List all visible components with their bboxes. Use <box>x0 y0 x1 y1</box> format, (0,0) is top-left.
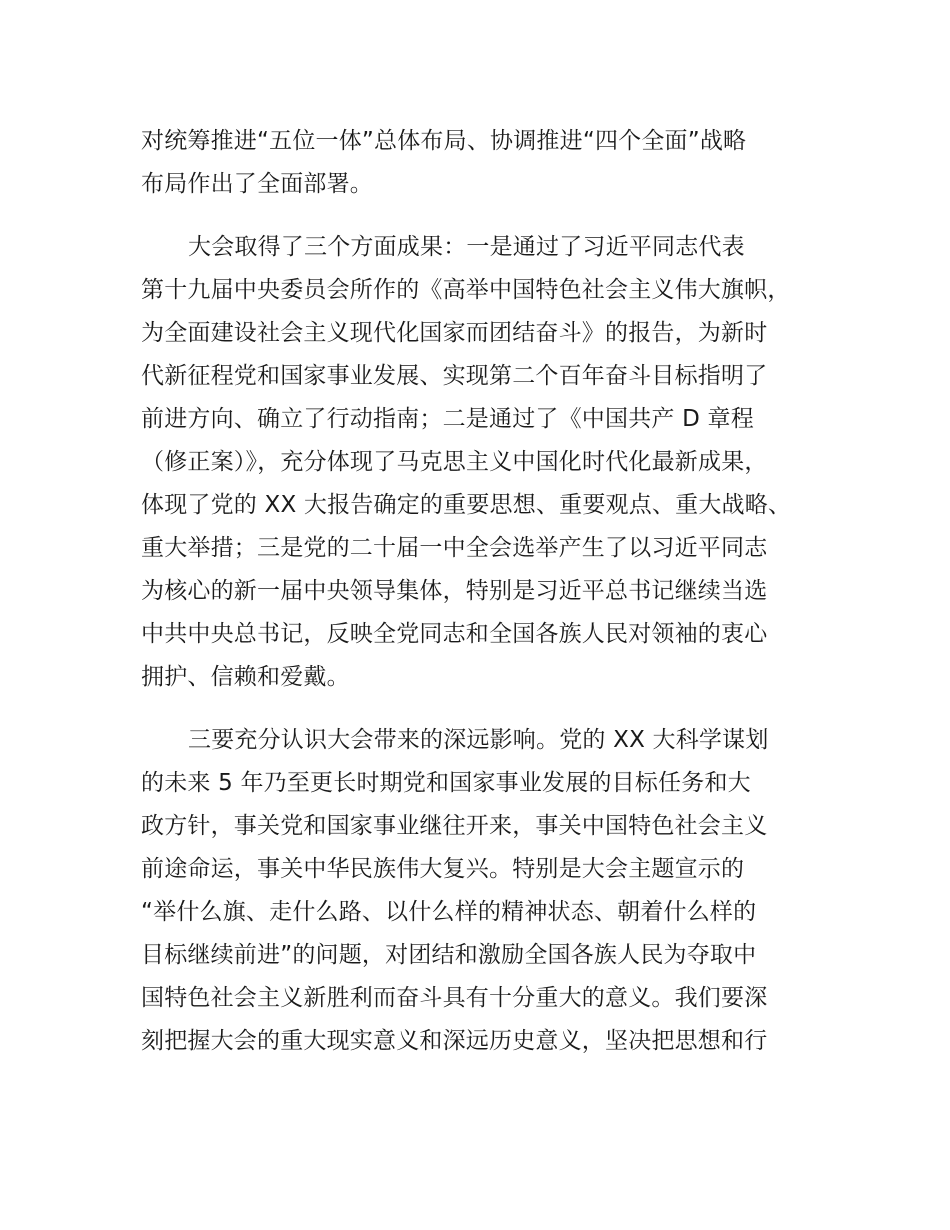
paragraph-1-line-2: 布局作出了全面部署。 <box>141 171 373 197</box>
paragraph-3-line-1: 三要充分认识大会带来的深远影响。党的 XX 大科学谋划 <box>188 727 769 753</box>
paragraph-2-line-11: 拥护、信赖和爱戴。 <box>141 664 350 690</box>
paragraph-3-line-2: 的未来 5 年乃至更长时期党和国家事业发展的目标任务和大 <box>141 770 751 796</box>
paragraph-2-line-7: 体现了党的 XX 大报告确定的重要思想、重要观点、重大战略、 <box>141 492 792 518</box>
paragraph-2-line-3: 为全面建设社会主义现代化国家而团结奋斗》的报告，为新时 <box>141 320 768 346</box>
paragraph-2-line-5: 前进方向、确立了行动指南；二是通过了《中国共产 D 章程 <box>141 406 754 432</box>
paragraph-3-line-8: 刻把握大会的重大现实意义和深远历史意义，坚决把思想和行 <box>141 1028 768 1054</box>
paragraph-3-line-7: 国特色社会主义新胜利而奋斗具有十分重大的意义。我们要深 <box>141 985 768 1011</box>
paragraph-2-line-1: 大会取得了三个方面成果：一是通过了习近平同志代表 <box>188 234 745 260</box>
paragraph-2-line-9: 为核心的新一届中央领导集体，特别是习近平总书记继续当选 <box>141 578 768 604</box>
paragraph-2-line-6: （修正案）》，充分体现了马克思主义中国化时代化最新成果， <box>141 449 768 475</box>
paragraph-1-line-1: 对统筹推进“五位一体”总体布局、协调推进“四个全面”战略 <box>141 128 747 154</box>
paragraph-3-line-3: 政方针，事关党和国家事业继往开来，事关中国特色社会主义 <box>141 813 768 839</box>
paragraph-2-line-2: 第十九届中央委员会所作的《高举中国特色社会主义伟大旗帜， <box>141 277 791 303</box>
paragraph-3-line-4: 前途命运，事关中华民族伟大复兴。特别是大会主题宣示的 <box>141 856 745 882</box>
paragraph-3-line-5: “举什么旗、走什么路、以什么样的精神状态、朝着什么样的 <box>141 899 757 925</box>
paragraph-2-line-8: 重大举措；三是党的二十届一中全会选举产生了以习近平同志 <box>141 535 768 561</box>
paragraph-2-line-10: 中共中央总书记，反映全党同志和全国各族人民对领袖的衷心 <box>141 621 768 647</box>
paragraph-3-line-6: 目标继续前进”的问题，对团结和激励全国各族人民为夺取中 <box>141 942 757 968</box>
paragraph-2-line-4: 代新征程党和国家事业发展、实现第二个百年奋斗目标指明了 <box>141 363 768 389</box>
